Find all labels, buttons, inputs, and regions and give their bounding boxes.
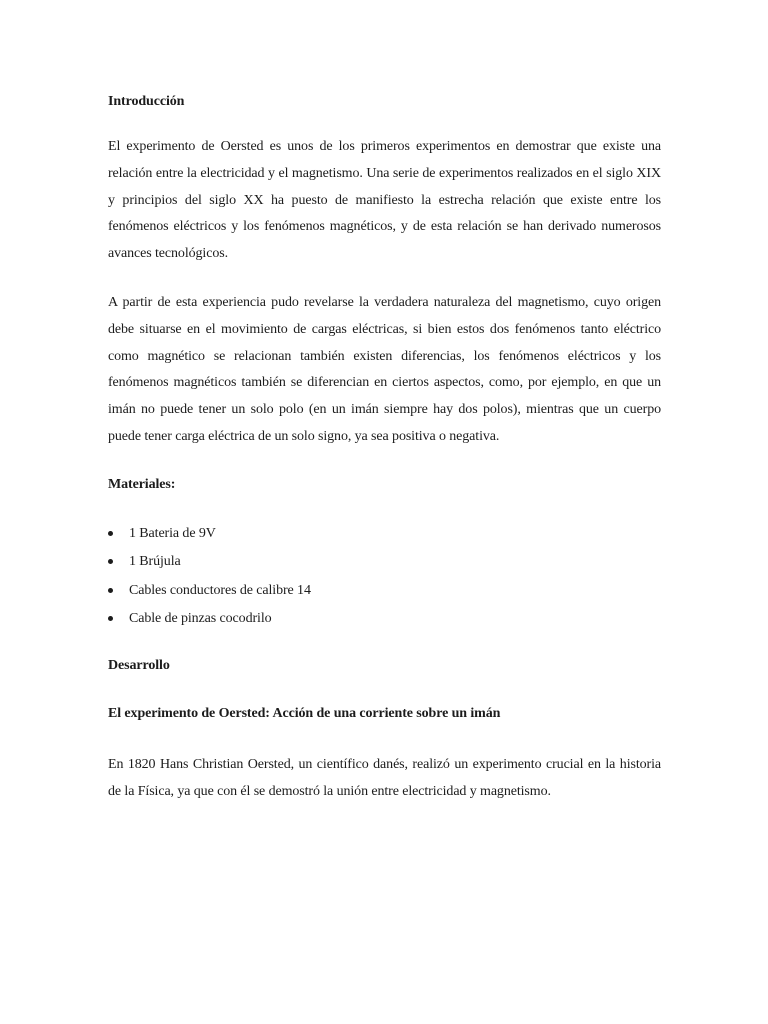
materials-heading: Materiales: — [108, 476, 176, 492]
list-item-text: Cables conductores de calibre 14 — [129, 582, 311, 598]
bullet-icon — [108, 616, 113, 621]
intro-paragraph-1: El experimento de Oersted es unos de los primeros experimentos en demostrar que existe una relación entre la electricidad y el magnetismo. Una serie de experimentos realizados en el siglo XIX y principios del siglo XX ha puesto de manifiesto la estrecha relación que existe entre los fenómenos eléctricos y los fenómenos magnéticos, y de esta relación se han derivado numerosos avances tecnológicos. — [108, 139, 661, 262]
list-item — [108, 548, 661, 577]
materials-list — [108, 520, 661, 634]
bullet-icon — [108, 531, 113, 536]
development-heading: Desarrollo — [108, 657, 170, 673]
list-item — [108, 605, 661, 634]
intro-paragraph-2: A partir de esta experiencia pudo revelarse la verdadera naturaleza del magnetismo, cuyo origen debe situarse en el movimiento de cargas eléctricas, si bien estos dos fenómenos tanto eléctrico como magnético se relacionan también existen diferencias, los fenómenos eléctricos y los fenómenos magnéticos también se diferencian en ciertos aspectos, como, por ejemplo, en que un imán no puede tener un solo polo (en un imán siempre hay dos polos), mientras que un cuerpo puede tener carga eléctrica de un solo signo, ya sea positiva o negativa. — [108, 294, 661, 444]
bullet-icon — [108, 588, 113, 593]
document-page — [108, 90, 661, 805]
development-paragraph: En 1820 Hans Christian Oersted, un científico danés, realizó un experimento crucial en la historia de la Física, ya que con él se demostró la unión entre electricidad y magnetismo. — [108, 756, 661, 799]
list-item-text: 1 Bateria de 9V — [129, 525, 216, 541]
list-item-text: 1 Brújula — [129, 554, 181, 570]
bullet-icon — [108, 559, 113, 564]
list-item — [108, 577, 661, 606]
list-item — [108, 520, 661, 549]
development-subheading: El experimento de Oersted: Acción de una corriente sobre un imán — [108, 705, 501, 721]
intro-heading: Introducción — [108, 94, 185, 109]
list-item-text: Cable de pinzas cocodrilo — [129, 611, 272, 627]
